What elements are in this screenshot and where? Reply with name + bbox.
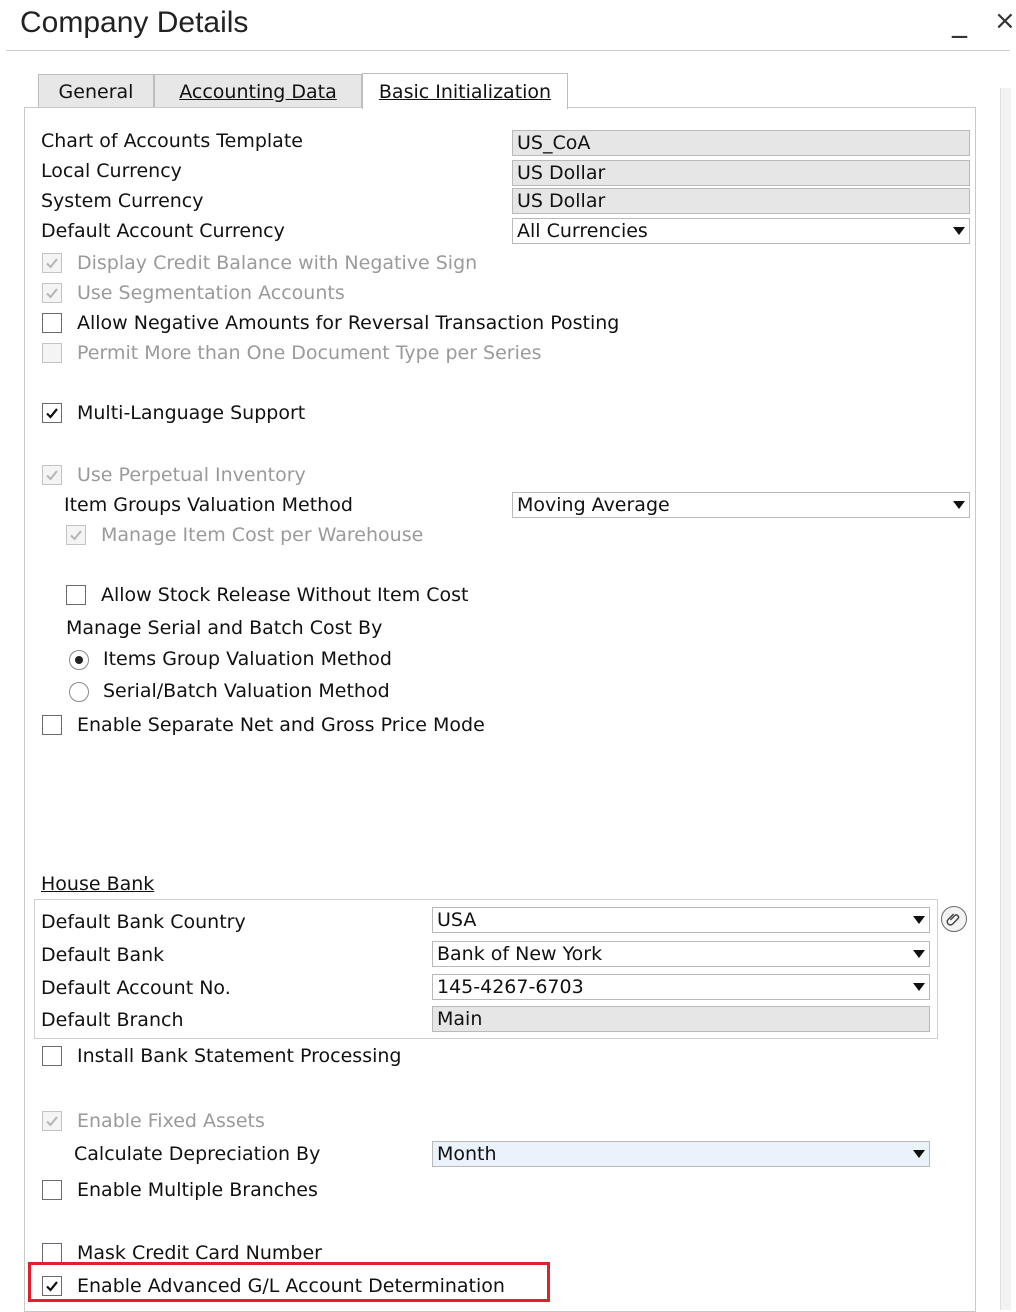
default-account-currency-select[interactable]	[512, 218, 970, 244]
enable-advanced-gl-label: Enable Advanced G/L Account Determination	[77, 1275, 505, 1297]
local-currency-field: US Dollar	[512, 160, 970, 186]
multi-language-checkbox[interactable]	[42, 403, 62, 423]
default-account-currency-label: Default Account Currency	[41, 220, 285, 242]
chevron-down-icon	[913, 950, 925, 958]
depreciation-value: Month	[437, 1143, 497, 1165]
chevron-down-icon	[953, 227, 965, 235]
enable-net-gross-checkbox[interactable]	[42, 715, 62, 735]
paperclip-icon	[945, 910, 963, 928]
house-bank-heading: House Bank	[41, 873, 155, 895]
tab-basic-initialization-label: Basic Initialization	[378, 80, 552, 103]
serial-batch-radio-label: Serial/Batch Valuation Method	[103, 680, 390, 702]
mask-credit-card-label: Mask Credit Card Number	[77, 1242, 322, 1264]
system-currency-label: System Currency	[41, 190, 204, 212]
radio-dot	[75, 656, 83, 664]
checkmark-icon	[44, 405, 60, 421]
valuation-method-select[interactable]	[512, 492, 970, 518]
use-perpetual-inventory-checkbox[interactable]	[42, 465, 62, 485]
chevron-down-icon	[953, 501, 965, 509]
default-bank-country-label: Default Bank Country	[41, 911, 246, 933]
use-segmentation-checkbox[interactable]	[42, 283, 62, 303]
display-credit-balance-label: Display Credit Balance with Negative Sign	[77, 252, 478, 274]
serial-batch-radio[interactable]	[69, 682, 89, 702]
items-group-radio[interactable]	[69, 650, 89, 670]
link-icon[interactable]	[941, 906, 967, 932]
install-bank-statement-label: Install Bank Statement Processing	[77, 1045, 402, 1067]
default-account-value: 145-4267-6703	[437, 976, 584, 998]
install-bank-statement-checkbox[interactable]	[42, 1046, 62, 1066]
checkmark-icon	[44, 1113, 60, 1129]
depreciation-select[interactable]	[432, 1141, 930, 1167]
allow-negative-amounts-checkbox[interactable]	[42, 313, 62, 333]
default-bank-label: Default Bank	[41, 944, 165, 966]
use-perpetual-inventory-label: Use Perpetual Inventory	[77, 464, 306, 486]
coa-template-label: Chart of Accounts Template	[41, 130, 303, 152]
multi-language-label: Multi-Language Support	[77, 402, 306, 424]
chevron-down-icon	[913, 983, 925, 991]
allow-negative-amounts-label: Allow Negative Amounts for Reversal Transaction Posting	[77, 312, 620, 334]
default-bank-value: Bank of New York	[437, 943, 603, 965]
default-bank-country-select[interactable]	[432, 907, 930, 933]
chevron-down-icon	[913, 1150, 925, 1158]
checkmark-icon	[44, 285, 60, 301]
checkmark-icon	[68, 527, 84, 543]
system-currency-field: US Dollar	[512, 188, 970, 214]
close-button[interactable]: ×	[994, 6, 1016, 36]
checkmark-icon	[44, 467, 60, 483]
enable-multiple-branches-checkbox[interactable]	[42, 1180, 62, 1200]
enable-fixed-assets-label: Enable Fixed Assets	[77, 1110, 265, 1132]
tab-general-label: General	[58, 80, 134, 103]
mask-credit-card-checkbox[interactable]	[42, 1243, 62, 1263]
serial-batch-cost-label: Manage Serial and Batch Cost By	[66, 617, 383, 639]
valuation-method-value: Moving Average	[517, 494, 670, 516]
enable-multiple-branches-label: Enable Multiple Branches	[77, 1179, 318, 1201]
checkmark-icon	[44, 255, 60, 271]
valuation-method-label: Item Groups Valuation Method	[64, 494, 353, 516]
manage-item-cost-checkbox[interactable]	[66, 525, 86, 545]
depreciation-label: Calculate Depreciation By	[74, 1143, 321, 1165]
tab-basic-initialization[interactable]	[362, 73, 568, 109]
enable-fixed-assets-checkbox[interactable]	[42, 1111, 62, 1131]
tab-accounting-data[interactable]	[154, 74, 362, 108]
tab-accounting-data-label: Accounting Data	[179, 80, 337, 103]
default-branch-label: Default Branch	[41, 1009, 184, 1031]
display-credit-balance-checkbox[interactable]	[42, 253, 62, 273]
tab-general[interactable]	[38, 74, 154, 108]
allow-stock-release-label: Allow Stock Release Without Item Cost	[101, 584, 469, 606]
default-account-currency-value: All Currencies	[517, 220, 648, 242]
chevron-down-icon	[913, 916, 925, 924]
manage-item-cost-label: Manage Item Cost per Warehouse	[101, 524, 424, 546]
default-bank-select[interactable]	[432, 941, 930, 967]
title-divider	[6, 50, 1010, 51]
local-currency-label: Local Currency	[41, 160, 182, 182]
minimize-button[interactable]: _	[952, 4, 967, 39]
highlight-box	[28, 1262, 550, 1302]
default-account-select[interactable]	[432, 974, 930, 1000]
permit-more-doc-types-checkbox[interactable]	[42, 343, 62, 363]
default-bank-country-value: USA	[437, 909, 477, 931]
enable-net-gross-label: Enable Separate Net and Gross Price Mode	[77, 714, 485, 736]
default-branch-field: Main	[432, 1006, 930, 1032]
window-title: Company Details	[20, 6, 249, 39]
use-segmentation-label: Use Segmentation Accounts	[77, 282, 345, 304]
scrollbar[interactable]	[1000, 88, 1011, 1310]
permit-more-doc-types-label: Permit More than One Document Type per Series	[77, 342, 542, 364]
coa-template-field: US_CoA	[512, 130, 970, 156]
allow-stock-release-checkbox[interactable]	[66, 585, 86, 605]
items-group-radio-label: Items Group Valuation Method	[103, 648, 392, 670]
default-account-label: Default Account No.	[41, 977, 231, 999]
